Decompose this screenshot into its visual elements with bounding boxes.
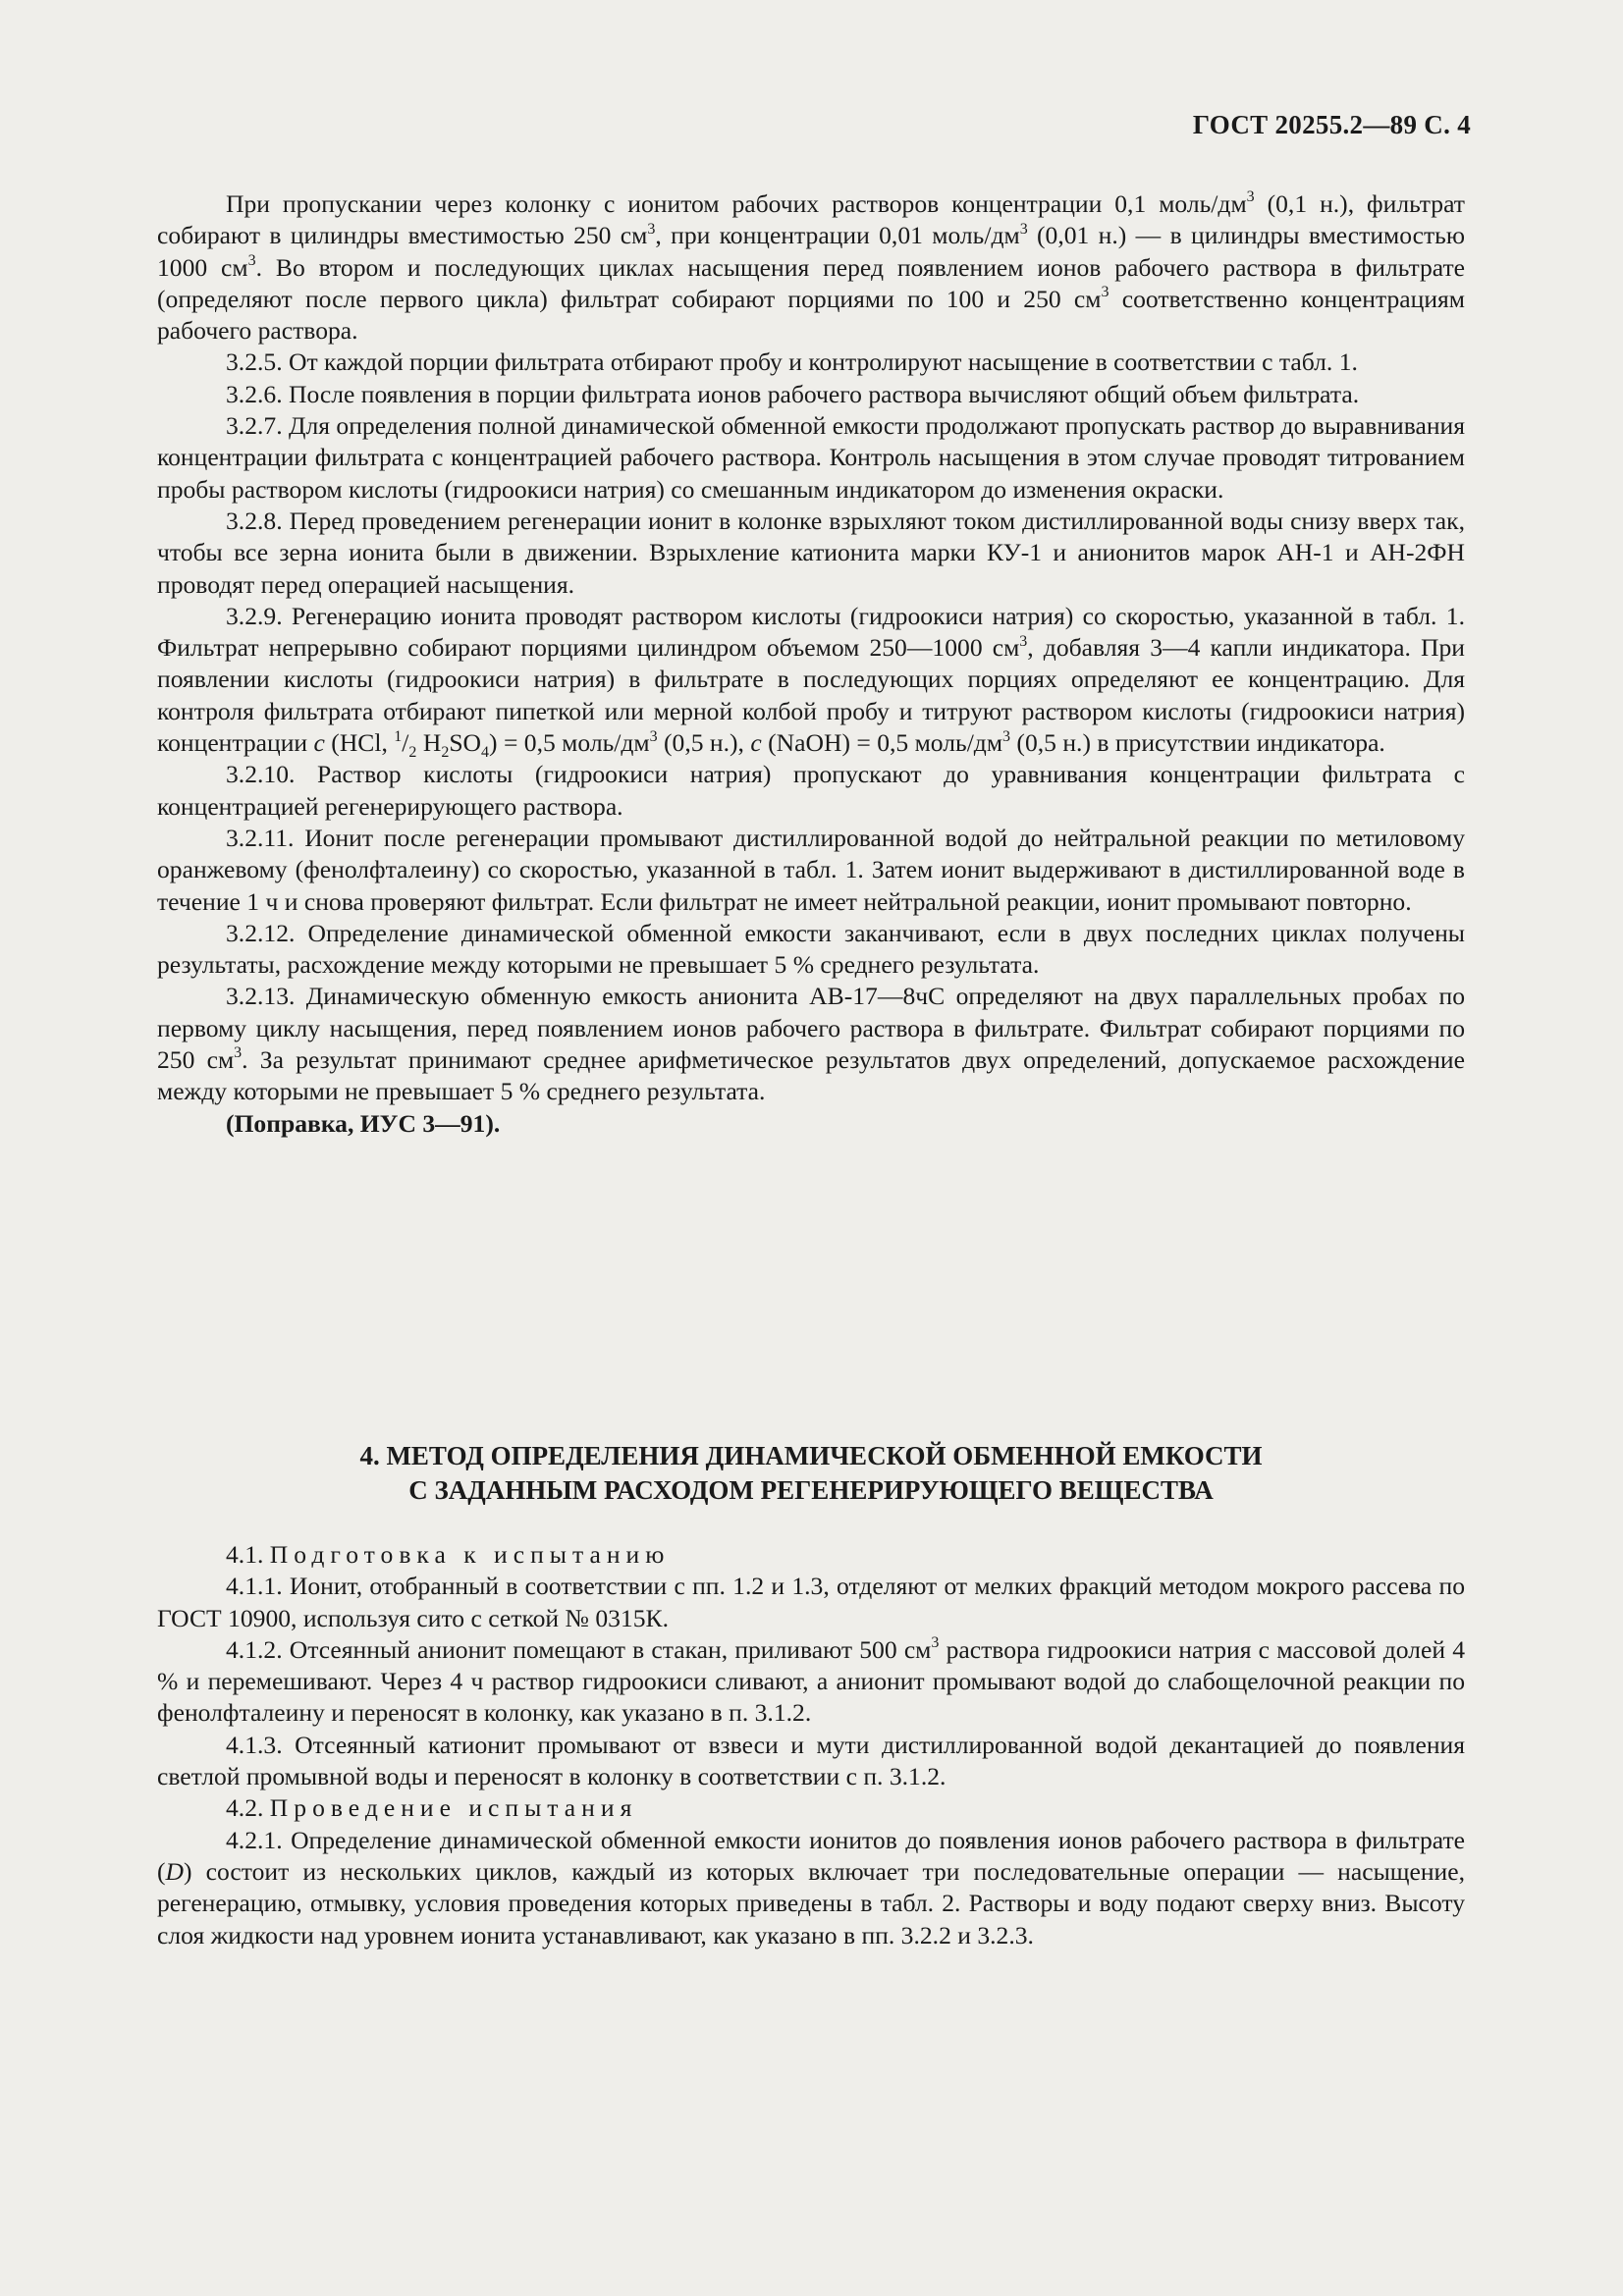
- paragraph-3-2-9: 3.2.9. Регенерацию ионита проводят раствором кислоты (гидроокиси натрия) со скоростью, указанной в табл. 1. Фильтрат непрерывно собирают порциями цилиндром объемом 250—1000 $см^3$, добавляя 3—4 капли индикатора. При появлении кислоты (гидроокиси натрия) в фильтрате в последующих порциях определяют ее концентрацию. Для контроля фильтрата отбирают пипеткой или мерной колбой пробу и титруют раствором кислоты (гидроокиси натрия) концентрации c (HCl, $^1/_2$ $H_2SO_4) = 0,5$ моль/$дм^3$ (0,5 н.), c (NaOH) = 0,5 моль/$дм^3$ (0,5 н.) в присутствии индикатора.: [157, 601, 1465, 762]
- paragraph-intro: При пропускании через колонку с ионитом рабочих растворов концентрации 0,1 моль/$дм^3$ (0,1 н.), фильтрат собирают в цилиндры вместимостью 250 $см^3$, при концентрации 0,01 моль/$дм^3$ (0,01 н.) — в цилиндры вместимостью 1000 $см^3$. Во втором и последующих циклах насыщения перед появлением ионов рабочего раствора в фильтрате (определяют после первого цикла) фильтрат собирают порциями по 100 и 250 $см^3$ соответственно концентрациям рабочего раствора.: [157, 188, 1465, 346]
- page-header: ГОСТ 20255.2—89 С. 4: [1192, 110, 1471, 139]
- paragraph-3-2-5: 3.2.5. От каждой порции фильтрата отбирают пробу и контролируют насыщение в соответствии с табл. 1.: [226, 347, 1358, 377]
- paragraph-4-1-2: 4.1.2. Отсеянный анионит помещают в стакан, приливают 500 $см^3$ раствора гидроокиси натрия с массовой долей 4 % и перемешивают. Через 4 ч раствор гидроокиси сливают, а анионит промывают водой до слабощелочной реакции по фенолфталеину и переносят в колонку, как указано в п. 3.1.2.: [157, 1634, 1465, 1728]
- text-block-2: [157, 1539, 1465, 1951]
- paragraph-4-1-3: 4.1.3. Отсеянный катионит промывают от взвеси и мути дистиллированной водой декантацией до появления светлой промывной воды и переносят в колонку в соответствии с п. 3.1.2.: [157, 1730, 1465, 1791]
- paragraph-3-2-13: 3.2.13. Динамическую обменную емкость анионита АВ-17—8чС определяют на двух параллельных пробах по первому циклу насыщения, перед появлением ионов рабочего раствора в фильтрате. Фильтрат собирают порциями по 250 $см^3$. За результат принимают среднее арифметическое результатов двух определений, допускаемое расхождение между которыми не превышает 5 % среднего результата.: [157, 982, 1465, 1106]
- paragraph-3-2-8: 3.2.8. Перед проведением регенерации ионит в колонке взрыхляют током дистиллированной воды снизу вверх так, чтобы все зерна ионита были в движении. Взрыхление катионита марки КУ-1 и анионитов марок АН-1 и АН-2ФН проводят перед операцией насыщения.: [157, 506, 1465, 599]
- heading-4-1: 4.1. Подготовка к испытанию: [226, 1540, 671, 1569]
- heading-4-2: 4.2. Проведение испытания: [226, 1793, 638, 1823]
- paragraph-4-2-1: 4.2.1. Определение динамической обменной емкости ионитов до появления ионов рабочего раствора в фильтрате (D) состоит из нескольких циклов, каждый из которых включает три последовательные операции — насыщение, регенерацию, отмывку, условия проведения которых приведены в табл. 2. Растворы и воду подают сверху вниз. Высоту слоя жидкости над уровнем ионита устанавливают, как указано в пп. 3.2.2 и 3.2.3.: [157, 1825, 1465, 1949]
- paragraph-3-2-10: 3.2.10. Раствор кислоты (гидроокиси натрия) пропускают до уравнивания концентрации фильтрата с концентрацией регенерирующего раствора.: [157, 760, 1465, 821]
- paragraph-3-2-11: 3.2.11. Ионит после регенерации промывают дистиллированной водой до нейтральной реакции по метиловому оранжевому (фенолфталеину) со скоростью, указанной в табл. 1. Затем ионит выдерживают в дистиллированной воде в течение 1 ч и снова проверяют фильтрат. Если фильтрат не имеет нейтральной реакции, ионит промывают повторно.: [157, 823, 1465, 916]
- paragraph-4-1-1: 4.1.1. Ионит, отобранный в соответствии с пп. 1.2 и 1.3, отделяют от мелких фракций методом мокрого рассева по ГОСТ 10900, используя сито с сеткой № 0315К.: [157, 1572, 1465, 1632]
- paragraph-3-2-7: 3.2.7. Для определения полной динамической обменной емкости продолжают пропускать раствор до выравнивания концентрации фильтрата с концентрацией рабочего раствора. Контроль насыщения в этом случае проводят титрованием пробы раствором кислоты (гидроокиси натрия) со смешанным индикатором до изменения окраски.: [157, 411, 1465, 504]
- text-block-1: [157, 188, 1465, 1140]
- paragraph-3-2-6: 3.2.6. После появления в порции фильтрата ионов рабочего раствора вычисляют общий объем фильтрата.: [226, 379, 1360, 408]
- section-title-line2: С ЗАДАННЫМ РАСХОДОМ РЕГЕНЕРИРУЮЩЕГО ВЕЩЕСТВА: [408, 1475, 1214, 1505]
- amendment-note: (Поправка, ИУС 3—91).: [226, 1108, 501, 1138]
- section-title-line1: 4. МЕТОД ОПРЕДЕЛЕНИЯ ДИНАМИЧЕСКОЙ ОБМЕННОЙ ЕМКОСТИ: [359, 1441, 1263, 1470]
- paragraph-3-2-12: 3.2.12. Определение динамической обменной емкости заканчивают, если в двух последних циклах получены результаты, расхождение между которыми не превышает 5 % среднего результата.: [157, 918, 1465, 980]
- section-4-title: [157, 1439, 1465, 1508]
